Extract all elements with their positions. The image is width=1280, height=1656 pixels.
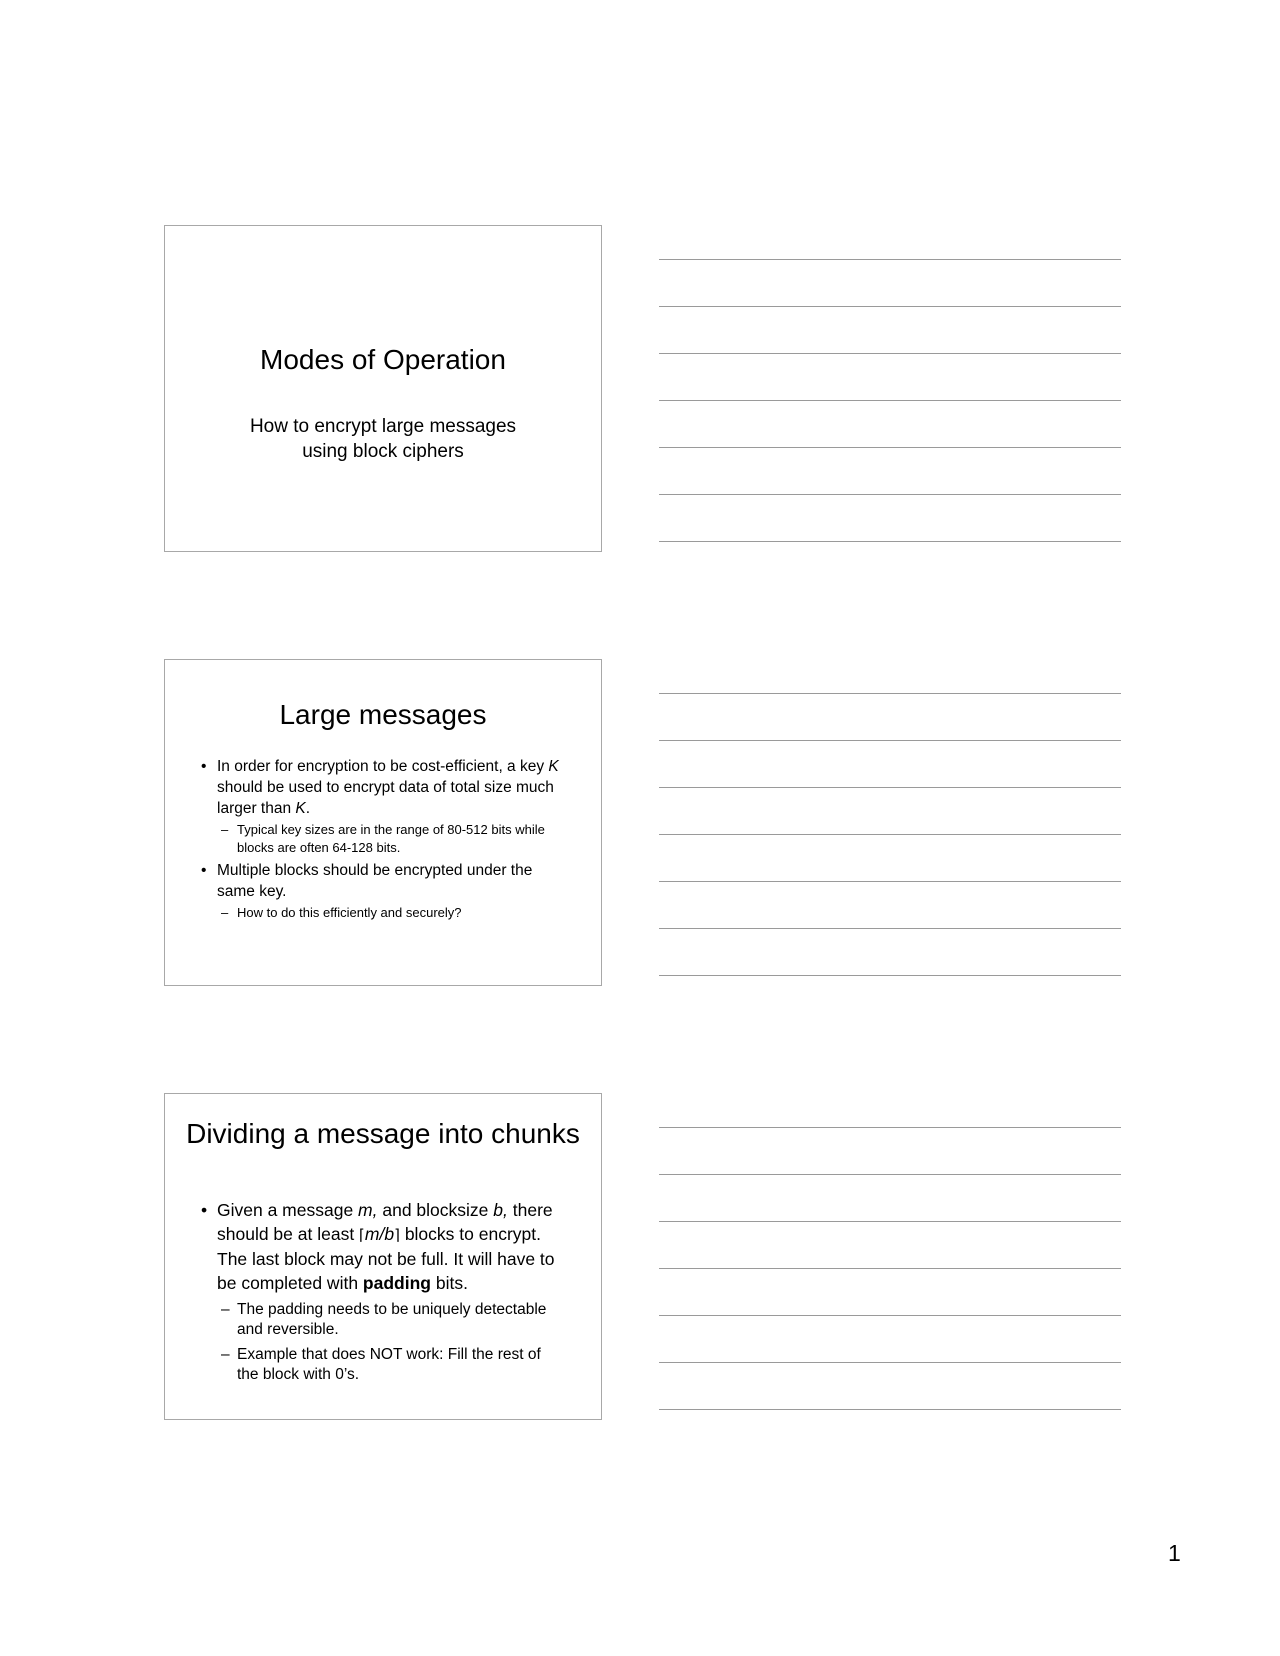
slide-1-subtitle [165, 414, 601, 464]
bullet-text: bits. [430, 1273, 468, 1293]
variable-k: K [548, 758, 559, 775]
bold-term-padding: padding [362, 1273, 431, 1293]
sub-bullet-text: Example that does NOT work: Fill the rest of the block with 0’s. [237, 1346, 541, 1383]
note-line [659, 1174, 1121, 1175]
page-number: 1 [1168, 1540, 1181, 1566]
subtitle-line-1: How to encrypt large messages [249, 416, 517, 437]
subtitle-line-2: using block ciphers [302, 441, 464, 462]
bullet-text: . [305, 800, 311, 817]
note-line [659, 1409, 1121, 1410]
note-line [659, 259, 1121, 260]
slide-3-title: Dividing a message into chunks [186, 1118, 580, 1149]
variable-b: b, [493, 1200, 508, 1220]
note-line [659, 1127, 1121, 1128]
slide-1-title: Modes of Operation [260, 344, 506, 375]
slide-2-bullet-2 [201, 860, 565, 902]
bullet-text: In order for encryption to be cost-efficient, a key [217, 758, 549, 775]
slide-1 [164, 225, 602, 552]
note-line [659, 353, 1121, 354]
note-line [659, 881, 1121, 882]
bullet-mark: • [201, 1200, 208, 1220]
slide-2-bullet-1 [201, 756, 565, 819]
bullet-text: blocks to encrypt. The last block may not be full. It will have to be completed with [217, 1224, 555, 1293]
note-line [659, 928, 1121, 929]
note-line [659, 447, 1121, 448]
note-line [659, 541, 1121, 542]
slide-2-body [201, 756, 565, 925]
sub-bullet-text: Typical key sizes are in the range of 80-512 bits while blocks are often 64-128 bits. [237, 822, 545, 855]
dash-mark: – [221, 1301, 230, 1318]
variable-m: m, [358, 1200, 378, 1220]
note-line [659, 834, 1121, 835]
bullet-mark: • [201, 758, 207, 775]
slide-3-body [201, 1198, 565, 1385]
variable-k: K [295, 800, 306, 817]
note-line [659, 400, 1121, 401]
ceiling-right-symbol: ⌉ [394, 1226, 400, 1244]
note-line [659, 494, 1121, 495]
note-line [659, 740, 1121, 741]
note-line [659, 693, 1121, 694]
bullet-text: Given a message [217, 1200, 359, 1220]
bullet-text: should be used to encrypt data of total size much larger than [217, 779, 554, 817]
slide-2 [164, 659, 602, 986]
dash-mark: – [221, 905, 229, 920]
bullet-text: there should be at least [217, 1200, 553, 1244]
sub-bullet-text: How to do this efficiently and securely? [237, 905, 462, 920]
note-line [659, 1221, 1121, 1222]
slide-3 [164, 1093, 602, 1420]
note-line [659, 975, 1121, 976]
slide-3-bullet-1 [201, 1198, 565, 1295]
fraction-m-over-b: m/b [364, 1224, 395, 1244]
bullet-text: Multiple blocks should be encrypted under the same key. [217, 862, 533, 900]
ceiling-left-symbol: ⌈ [359, 1226, 365, 1244]
slide-3-sub-bullet-1 [201, 1300, 565, 1340]
note-line [659, 1268, 1121, 1269]
slide-2-sub-bullet-2 [201, 904, 565, 922]
note-line [659, 787, 1121, 788]
note-line [659, 1362, 1121, 1363]
note-line [659, 306, 1121, 307]
dash-mark: – [221, 822, 229, 837]
slide-2-sub-bullet-1 [201, 821, 565, 857]
bullet-text: and blocksize [377, 1200, 494, 1220]
slide-2-title: Large messages [279, 699, 487, 730]
dash-mark: – [221, 1346, 230, 1363]
note-line [659, 1315, 1121, 1316]
sub-bullet-text: The padding needs to be uniquely detectable and reversible. [237, 1301, 547, 1338]
slide-3-sub-bullet-2 [201, 1345, 565, 1385]
bullet-mark: • [201, 862, 207, 879]
